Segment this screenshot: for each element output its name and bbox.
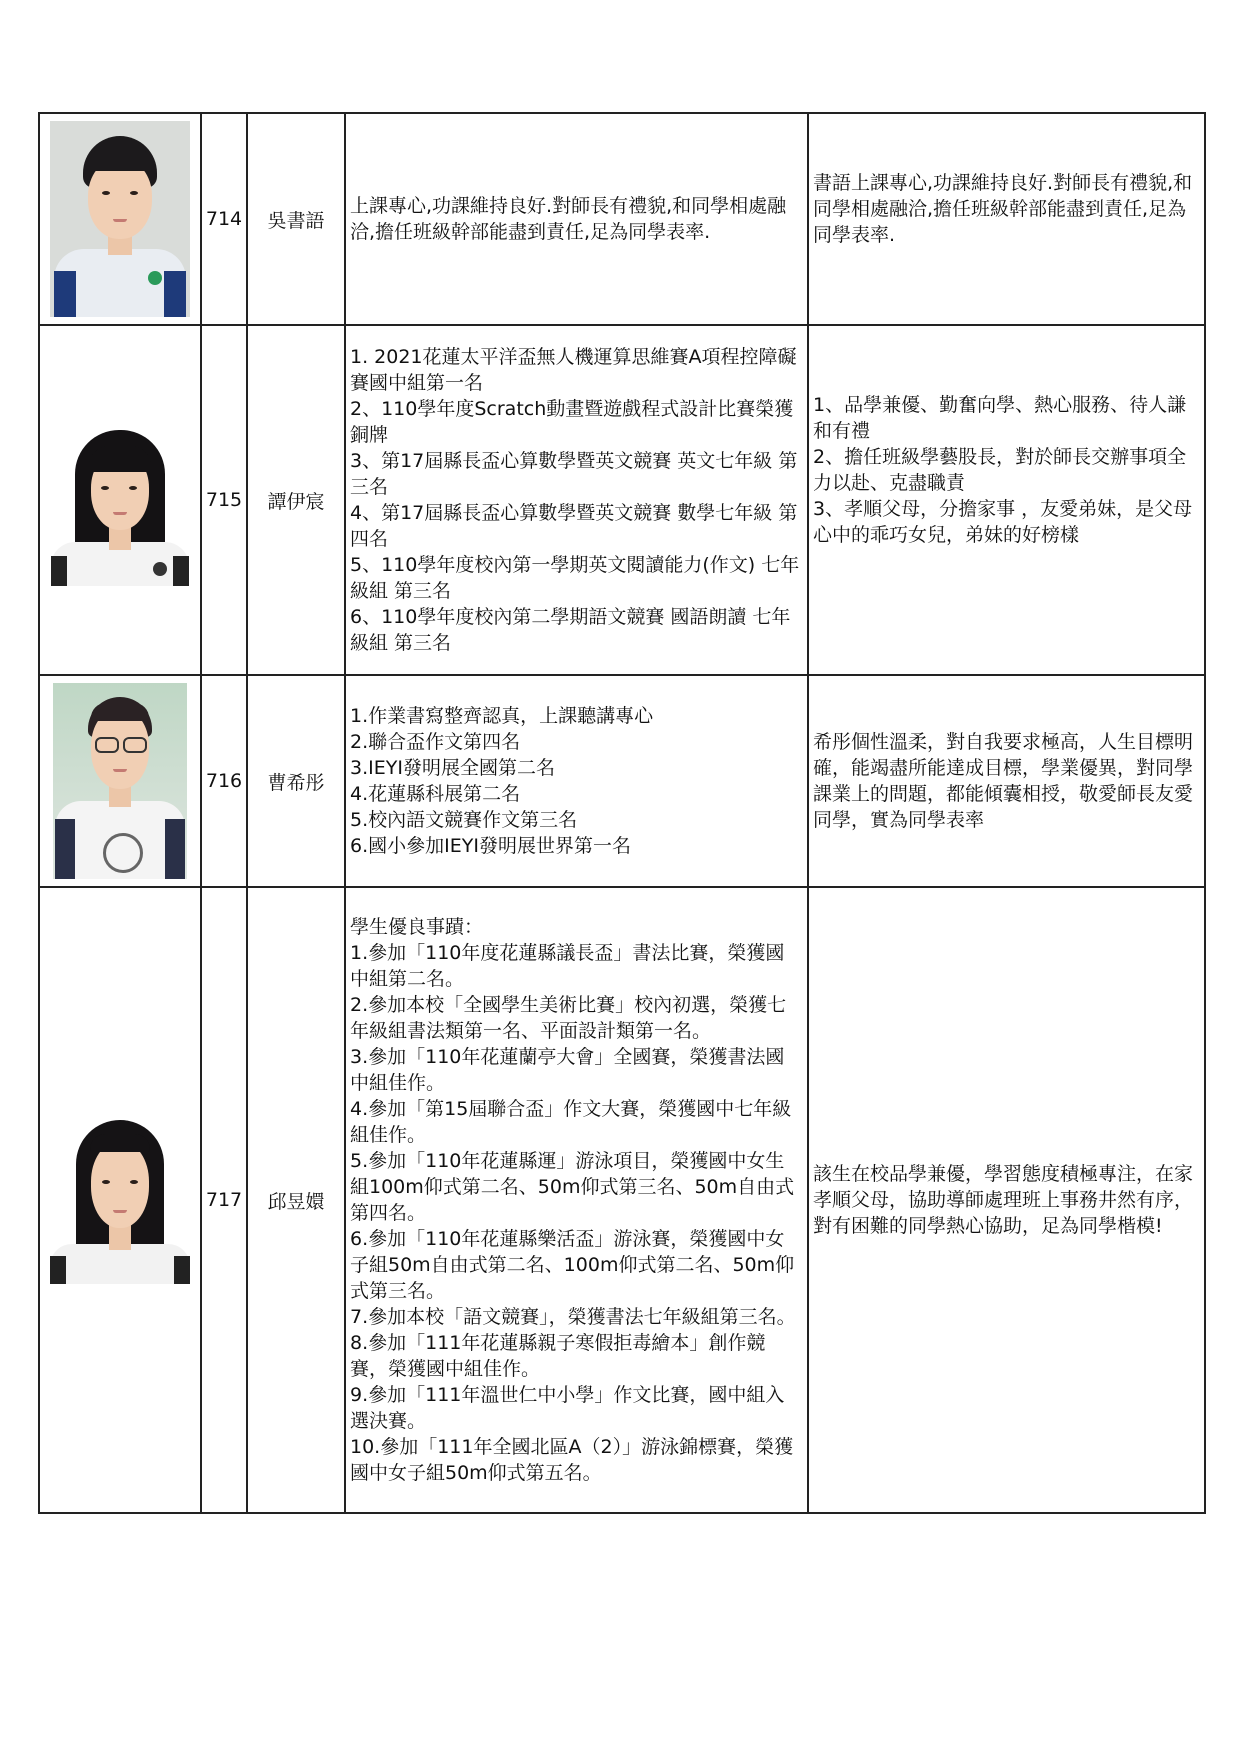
- achievement-line: 5、110學年度校內第一學期英文閱讀能力(作文) 七年級組 第三名: [350, 554, 800, 602]
- student-row-717: [39, 887, 1205, 1513]
- achievement-line: 7.參加本校「語文競賽」，榮獲書法七年級組第三名。: [350, 1306, 796, 1328]
- student-photo-cell: [39, 325, 201, 675]
- achievement-line: 3.參加「110年花蓮蘭亭大會」全國賽，榮獲書法國中組佳作。: [350, 1046, 785, 1094]
- teacher-comment: [808, 325, 1205, 675]
- achievement-line: 3、第17屆縣長盃心算數學暨英文競賽 英文七年級 第三名: [350, 450, 798, 498]
- student-achievements: [345, 887, 808, 1513]
- achievement-line: 9.參加「111年溫世仁中小學」作文比賽，國中組入選決賽。: [350, 1384, 785, 1432]
- student-number: 715: [201, 325, 247, 675]
- achievement-line: 2.參加本校「全國學生美術比賽」校內初選，榮獲七年級組書法類第一名、平面設計類第一名。: [350, 994, 787, 1042]
- achievement-line: 6.國小參加IEYI發明展世界第一名: [350, 835, 631, 857]
- achievement-line: 5.參加「110年花蓮縣運」游泳項目，榮獲國中女生組100m仰式第二名、50m仰式第三名、50m自由式第四名。: [350, 1150, 795, 1224]
- achievement-line: 4、第17屆縣長盃心算數學暨英文競賽 數學七年級 第四名: [350, 502, 798, 550]
- student-name: 吳書語: [247, 113, 345, 325]
- achievement-line: 4.花蓮縣科展第二名: [350, 783, 521, 805]
- achievement-line: 上課專心,功課維持良好.對師長有禮貌,和同學相處融洽,擔任班級幹部能盡到責任,足為同學表率.: [350, 195, 787, 243]
- achievement-line: 1.作業書寫整齊認真，上課聽講專心: [350, 705, 654, 727]
- student-photo-715: [51, 424, 189, 586]
- achievement-line: 2、110學年度Scratch動畫暨遊戲程式設計比賽榮獲 銅牌: [350, 398, 794, 446]
- student-photo-714: [50, 121, 190, 317]
- student-name: 邱昱嬛: [247, 887, 345, 1513]
- student-row-716: [39, 675, 1205, 887]
- student-achievements: [345, 113, 808, 325]
- teacher-comment: [808, 887, 1205, 1513]
- student-photo-716: [53, 683, 187, 879]
- comment-line: 2、擔任班級學藝股長，對於師長交辦事項全力以赴、克盡職責: [813, 446, 1187, 494]
- student-number: 716: [201, 675, 247, 887]
- achievement-line: 1. 2021花蓮太平洋盃無人機運算思維賽A項程控障礙賽國中組第一名: [350, 346, 797, 394]
- achievement-line: 6、110學年度校內第二學期語文競賽 國語朗讀 七年級組 第三名: [350, 606, 791, 654]
- achievement-line: 2.聯合盃作文第四名: [350, 731, 521, 753]
- comment-line: 1、品學兼優、勤奮向學、熱心服務、待人謙和有禮: [813, 394, 1187, 442]
- teacher-comment: [808, 113, 1205, 325]
- student-row-715: [39, 325, 1205, 675]
- comment-line: 書語上課專心,功課維持良好.對師長有禮貌,和同學相處融洽,擔任班級幹部能盡到責任,足為同學表率.: [813, 172, 1193, 246]
- student-row-714: [39, 113, 1205, 325]
- student-achievements: [345, 675, 808, 887]
- student-number: 717: [201, 887, 247, 1513]
- student-photo-cell: [39, 887, 201, 1513]
- student-photo-cell: [39, 113, 201, 325]
- student-photo-717: [50, 1116, 190, 1284]
- comment-line: 該生在校品學兼優，學習態度積極專注，在家孝順父母，協助導師處理班上事務井然有序，對有困難的同學熱心協助，足為同學楷模!: [813, 1163, 1194, 1237]
- achievement-line: 10.參加「111年全國北區A（2）」游泳錦標賽，榮獲國中女子組50m仰式第五名。: [350, 1436, 794, 1484]
- teacher-comment: [808, 675, 1205, 887]
- achievement-line: 4.參加「第15屆聯合盃」作文大賽，榮獲國中七年級組佳作。: [350, 1098, 792, 1146]
- achievement-line: 5.校內語文競賽作文第三名: [350, 809, 578, 831]
- achievement-line: 3.IEYI發明展全國第二名: [350, 757, 555, 779]
- achievement-line: 1.參加「110年度花蓮縣議長盃」書法比賽，榮獲國中組第二名。: [350, 942, 785, 990]
- student-roster-table: [38, 112, 1206, 1514]
- achievement-line: 8.參加「111年花蓮縣親子寒假拒毒繪本」創作競賽，榮獲國中組佳作。: [350, 1332, 766, 1380]
- student-name: 曹希彤: [247, 675, 345, 887]
- achievement-line: 學生優良事蹟：: [350, 916, 484, 938]
- student-photo-cell: [39, 675, 201, 887]
- achievement-line: 6.參加「110年花蓮縣樂活盃」游泳賽，榮獲國中女子組50m自由式第二名、100m仰式第二名、50m仰式第三名。: [350, 1228, 795, 1302]
- comment-line: 3、孝順父母，分擔家事 ，友愛弟妹，是父母心中的乖巧女兒，弟妹的好榜樣: [813, 498, 1193, 546]
- student-name: 譚伊宸: [247, 325, 345, 675]
- comment-line: 希彤個性溫柔，對自我要求極高，人生目標明確，能竭盡所能達成目標，學業優異，對同學課業上的問題，都能傾囊相授，敬愛師長友愛同學，實為同學表率: [813, 731, 1194, 831]
- student-number: 714: [201, 113, 247, 325]
- student-achievements: [345, 325, 808, 675]
